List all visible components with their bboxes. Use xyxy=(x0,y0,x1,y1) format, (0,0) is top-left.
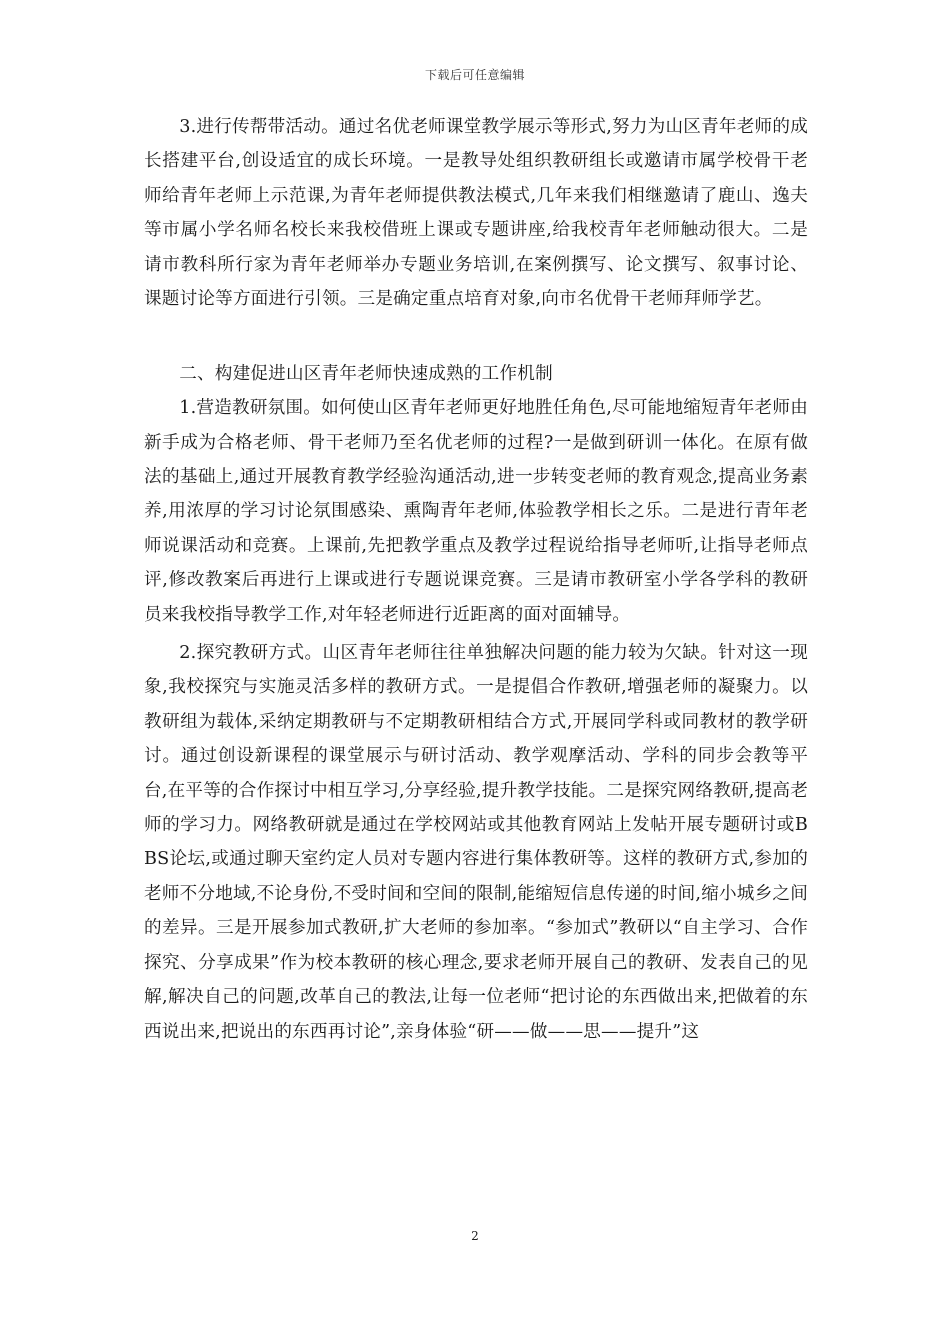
page-header: 下载后可任意编辑 xyxy=(424,68,525,82)
paragraph-research-atmosphere: 1.营造教研氛围。如何使山区青年老师更好地胜任角色,尽可能地缩短青年老师由新手成为合格老师、骨干老师乃至名优老师的过程?一是做到研训一体化。在原有做法的基础上,通过开展教育教学经验沟通活动,进一步转变老师的教育观念,提高业务素养,用浓厚的学习讨论氛围感染、熏陶青年老师,体验教学相长之乐。二是进行青年老师说课活动和竞赛。上课前,先把教学重点及教学过程说给指导老师听,让指导老师点评,修改教案后再进行上课或进行专题说课竞赛。三是请市教研室小学各学科的教研员来我校指导教学工作,对年轻老师进行近距离的面对面辅导。 xyxy=(144,398,808,625)
body-content xyxy=(144,110,808,1049)
section-heading: 二、构建促进山区青年老师快速成熟的工作机制 xyxy=(179,363,553,384)
paragraph-mentoring: 3.进行传帮带活动。通过名优老师课堂教学展示等形式,努力为山区青年老师的成长搭建平台,创设适宜的成长环境。一是教导处组织教研组长或邀请市属学校骨干老师给青年老师上示范课,为青年老师提供教法模式,几年来我们相继邀请了鹿山、逸夫等市属小学名师名校长来我校借班上课或专题讲座,给我校青年老师触动很大。二是请市教科所行家为青年老师举办专题业务培训,在案例撰写、论文撰写、叙事讨论、课题讨论等方面进行引领。三是确定重点培育对象,向市名优骨干老师拜师学艺。 xyxy=(144,117,808,310)
page-number: 2 xyxy=(471,1229,479,1243)
paragraph-research-methods: 2.探究教研方式。山区青年老师往往单独解决问题的能力较为欠缺。针对这一现象,我校探究与实施灵活多样的教研方式。一是提倡合作教研,增强老师的凝聚力。以教研组为载体,采纳定期教研与不定期教研相结合方式,开展同学科或同教材的教学研讨。通过创设新课程的课堂展示与研讨活动、教学观摩活动、学科的同步会教等平台,在平等的合作探讨中相互学习,分享经验,提升教学技能。二是探究网络教研,提高老师的学习力。网络教研就是通过在学校网站或其他教育网站上发帖开展专题研讨或BBS论坛,或通过聊天室约定人员对专题内容进行集体教研等。这样的教研方式,参加的老师不分地域,不论身份,不受时间和空间的限制,能缩短信息传递的时间,缩小城乡之间的差异。三是开展参加式教研,扩大老师的参加率。“参加式”教研以“自主学习、合作探究、分享成果”作为校本教研的核心理念,要求老师开展自己的教研、发表自己的见解,解决自己的问题,改革自己的教法,让每一位老师“把讨论的东西做出来,把做着的东西说出来,把说出的东西再讨论”,亲身体验“研——做——思——提升”这 xyxy=(144,643,808,1042)
